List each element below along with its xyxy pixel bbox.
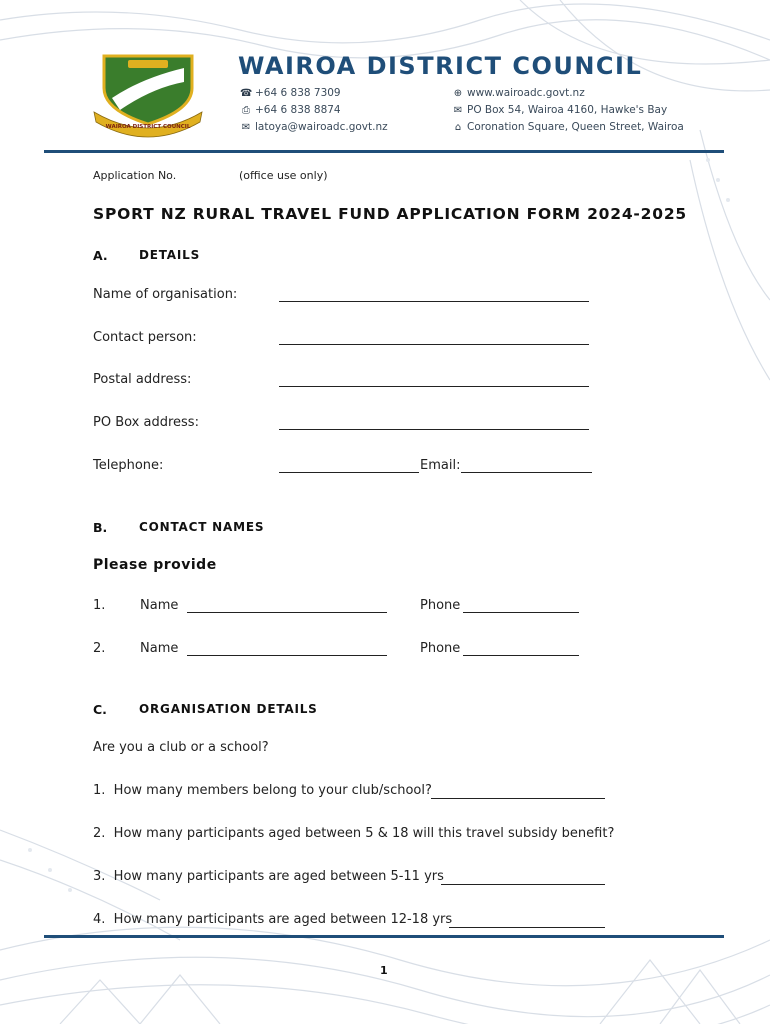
page-number: 1 <box>380 964 388 977</box>
participants-5-11-input-line[interactable] <box>441 884 605 885</box>
contact-2-name-input-line[interactable] <box>187 655 387 656</box>
participants-12-18-input-line[interactable] <box>449 927 605 928</box>
home-icon: ⌂ <box>454 122 462 133</box>
contact-column-right <box>452 85 684 136</box>
question-members: 1. How many members belong to your club/school? <box>93 783 432 798</box>
council-logo <box>92 48 204 138</box>
office-use-note: (office use only) <box>239 169 328 182</box>
please-provide-heading: Please provide <box>93 557 217 573</box>
postal-address-input-line[interactable] <box>279 386 589 387</box>
organisation-input-line[interactable] <box>279 301 589 302</box>
email-row <box>240 119 388 136</box>
website-row <box>452 85 684 102</box>
po-box-label: PO Box address: <box>93 415 199 430</box>
po-box-row <box>452 102 684 119</box>
section-b-title: CONTACT NAMES <box>139 520 265 534</box>
question-participants-12-18: 4. How many participants are aged between 12-18 yrs <box>93 912 453 927</box>
club-or-school-question: Are you a club or a school? <box>93 740 269 755</box>
contact-2-phone-label: Phone <box>420 641 461 656</box>
contact-2-phone-input-line[interactable] <box>463 655 579 656</box>
section-b-letter: B. <box>93 520 108 535</box>
form-title: SPORT NZ RURAL TRAVEL FUND APPLICATION FORM 2024-2025 <box>93 205 688 223</box>
contact-2-number: 2. <box>93 641 106 656</box>
fax-number: +64 6 838 8874 <box>255 104 341 116</box>
telephone-label: Telephone: <box>93 458 164 473</box>
street-address-row <box>452 119 684 136</box>
email-label: Email: <box>420 458 461 473</box>
phone-row <box>240 85 388 102</box>
phone-number: +64 6 838 7309 <box>255 87 341 99</box>
contact-person-input-line[interactable] <box>279 344 589 345</box>
contact-column-left <box>240 85 388 136</box>
globe-icon: ⊕ <box>453 88 463 99</box>
fax-row <box>240 102 388 119</box>
email-input-line[interactable] <box>461 472 592 473</box>
telephone-input-line[interactable] <box>279 472 419 473</box>
mailbox-icon: ✉ <box>453 105 463 116</box>
envelope-icon: ✉ <box>241 122 251 133</box>
contact-person-label: Contact person: <box>93 330 197 345</box>
contact-1-name-input-line[interactable] <box>187 612 387 613</box>
contact-1-phone-input-line[interactable] <box>463 612 579 613</box>
website-link[interactable]: www.wairoadc.govt.nz <box>467 87 585 99</box>
phone-icon: ☎ <box>240 88 253 99</box>
street-address: Coronation Square, Queen Street, Wairoa <box>467 121 684 133</box>
application-number-label: Application No. <box>93 169 177 182</box>
svg-text:WAIROA DISTRICT COUNCIL: WAIROA DISTRICT COUNCIL <box>105 124 191 130</box>
contact-2-name-label: Name <box>140 641 179 656</box>
printer-icon: ⎙ <box>242 105 250 116</box>
question-participants-5-18: 2. How many participants aged between 5 & 18 will this travel subsidy benefit? <box>93 826 615 841</box>
council-name: WAIROA DISTRICT COUNCIL <box>238 52 643 80</box>
footer-divider <box>44 935 724 938</box>
question-participants-5-11: 3. How many participants are aged between 5-11 yrs <box>93 869 444 884</box>
email-address[interactable]: latoya@wairoadc.govt.nz <box>255 121 388 133</box>
contact-1-name-label: Name <box>140 598 179 613</box>
po-box-input-line[interactable] <box>279 429 589 430</box>
section-c-letter: C. <box>93 702 107 717</box>
header-divider <box>44 150 724 153</box>
postal-address-label: Postal address: <box>93 372 192 387</box>
members-input-line[interactable] <box>431 798 605 799</box>
section-a-title: DETAILS <box>139 248 201 262</box>
section-c-title: ORGANISATION DETAILS <box>139 702 318 716</box>
organisation-label: Name of organisation: <box>93 287 238 302</box>
po-box-address: PO Box 54, Wairoa 4160, Hawke's Bay <box>467 104 668 116</box>
contact-1-phone-label: Phone <box>420 598 461 613</box>
contact-1-number: 1. <box>93 598 106 613</box>
section-a-letter: A. <box>93 248 108 263</box>
